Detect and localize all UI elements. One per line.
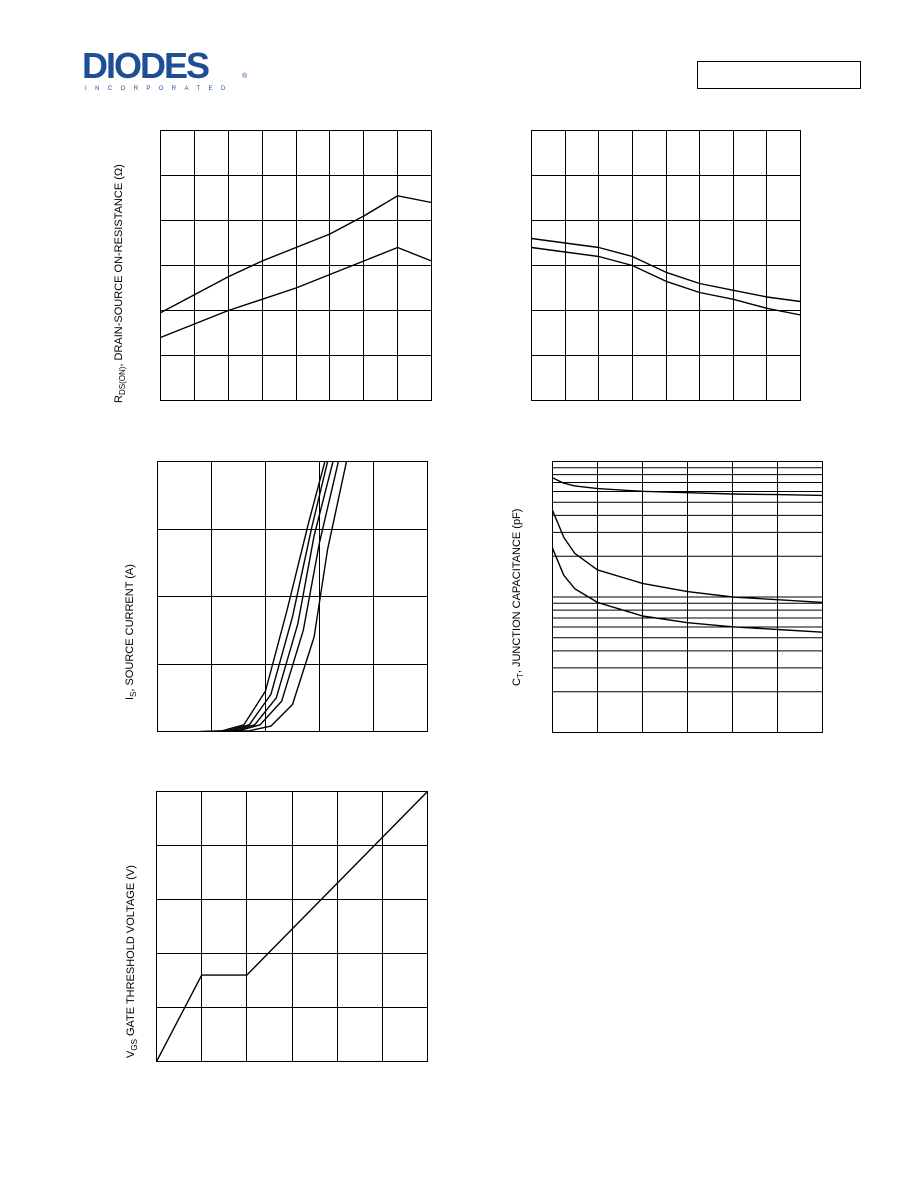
gate-threshold-ylabel: $V_{GS}$ GATE THRESHOLD VOLTAGE (V) [125,865,140,1058]
grid [553,462,823,733]
vth-temp-chart [531,130,801,401]
source-current-ylabel: $I_S$, SOURCE CURRENT (A) [124,564,139,700]
rds-chart [160,130,432,401]
diodes-logo [82,46,252,92]
registered-mark: ® [242,73,248,80]
rds-ylabel: $R_{DS(ON)}$, DRAIN-SOURCE ON-RESISTANCE (Ω) [113,164,128,403]
capacitance-ylabel: $C_T$, JUNCTION CAPACITANCE (pF) [511,508,526,686]
part-number-box [697,61,861,89]
grid [161,131,432,401]
source-current-chart [157,461,428,732]
gate-threshold-chart [156,791,428,1062]
diodes-logo-mark [82,46,252,92]
capacitance-chart [552,461,823,733]
logo-text: DIODES [82,46,209,86]
logo-subtext: INCORPORATED [85,86,234,92]
grid [158,462,428,732]
grid [532,131,801,401]
